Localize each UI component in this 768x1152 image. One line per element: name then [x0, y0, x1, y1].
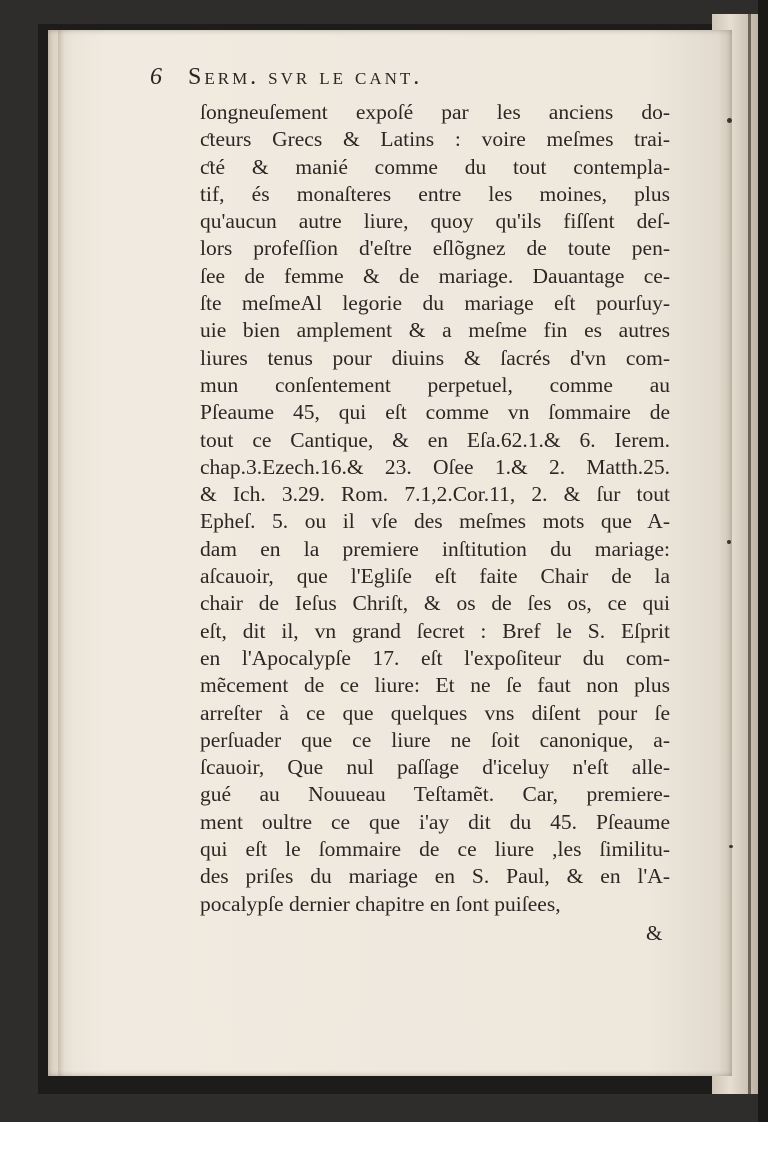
text-line: Pſeaume 45, qui eſt comme vn ſommaire de [200, 400, 670, 425]
text-line: ƈté & manié comme du tout contempla- [200, 154, 670, 179]
ink-speck [729, 845, 733, 848]
text-line: perſuader que ce liure ne ſoit canonique, a- [200, 727, 670, 752]
text-line: arreſter à ce que quelques vns diſent pour ſe [200, 700, 670, 725]
ink-speck [727, 540, 731, 544]
text-line: qui eſt le ſommaire de ce liure ,les ſimilitu- [200, 837, 670, 862]
page-gutter-shade [58, 30, 64, 1076]
text-line: dam en la premiere inſtitution du mariage: [200, 536, 670, 561]
text-line: & Ich. 3.29. Rom. 7.1,2.Cor.11, 2. & ſur tout [200, 482, 670, 507]
text-line: pocalypſe dernier chapitre en ſont puiſees, [200, 891, 561, 916]
running-title: Serm. svr le cant. [188, 64, 423, 90]
catchword: & [646, 921, 663, 945]
text-line: tout ce Cantique, & en Eſa.62.1.& 6. Ierem. [200, 427, 670, 452]
text-line: ƈteurs Grecs & Latins : voire meſmes trai- [200, 127, 670, 152]
running-head [150, 64, 422, 91]
text-line: Epheſ. 5. ou il vſe des meſmes mots que A- [200, 509, 670, 534]
text-line: liures tenus pour diuins & ſacrés d'vn com- [200, 345, 670, 370]
scanner-border [758, 0, 768, 1122]
text-line: ſongneuſement expoſé par les anciens do- [200, 100, 670, 124]
page-fold-line [748, 14, 751, 1094]
text-line: mun conſentement perpetuel, comme au [200, 372, 670, 397]
text-line: tif, és monaſteres entre les moines, plus [200, 181, 670, 206]
text-line: chap.3.Ezech.16.& 23. Oſee 1.& 2. Matth.25. [200, 454, 670, 479]
text-line: eſt, dit il, vn grand ſecret : Bref le S. Eſprit [200, 618, 670, 643]
text-line: en l'Apocalypſe 17. eſt l'expoſiteur du com- [200, 645, 670, 670]
text-line: aſcauoir, que l'Egliſe eſt faite Chair de la [200, 564, 670, 589]
text-line: ſte meſmeAl legorie du mariage eſt pourſuy- [200, 291, 670, 316]
text-line: qu'aucun autre liure, quoy qu'ils fiſſent deſ- [200, 209, 670, 234]
page-number: 6 [150, 64, 163, 90]
text-line: ment oultre ce que i'ay dit du 45. Pſeaume [200, 809, 670, 834]
text-line: des priſes du mariage en S. Paul, & en l'A- [200, 864, 670, 889]
text-line: uie bien amplement & a meſme fin es autres [200, 318, 670, 343]
body-text [200, 99, 670, 918]
text-line: ſcauoir, Que nul paſſage d'iceluy n'eſt alle- [200, 755, 670, 780]
text-line: chair de Ieſus Chriſt, & os de ſes os, ce qui [200, 591, 670, 616]
ink-speck [727, 118, 732, 123]
text-line: mẽcement de ce liure: Et ne ſe faut non plus [200, 673, 670, 698]
text-line: lors profeſſion d'eſtre eſlõgnez de toute pen- [200, 236, 670, 261]
text-line: ſee de femme & de mariage. Dauantage ce- [200, 263, 670, 288]
text-line: gué au Nouueau Teſtamẽt. Car, premiere- [200, 782, 670, 807]
